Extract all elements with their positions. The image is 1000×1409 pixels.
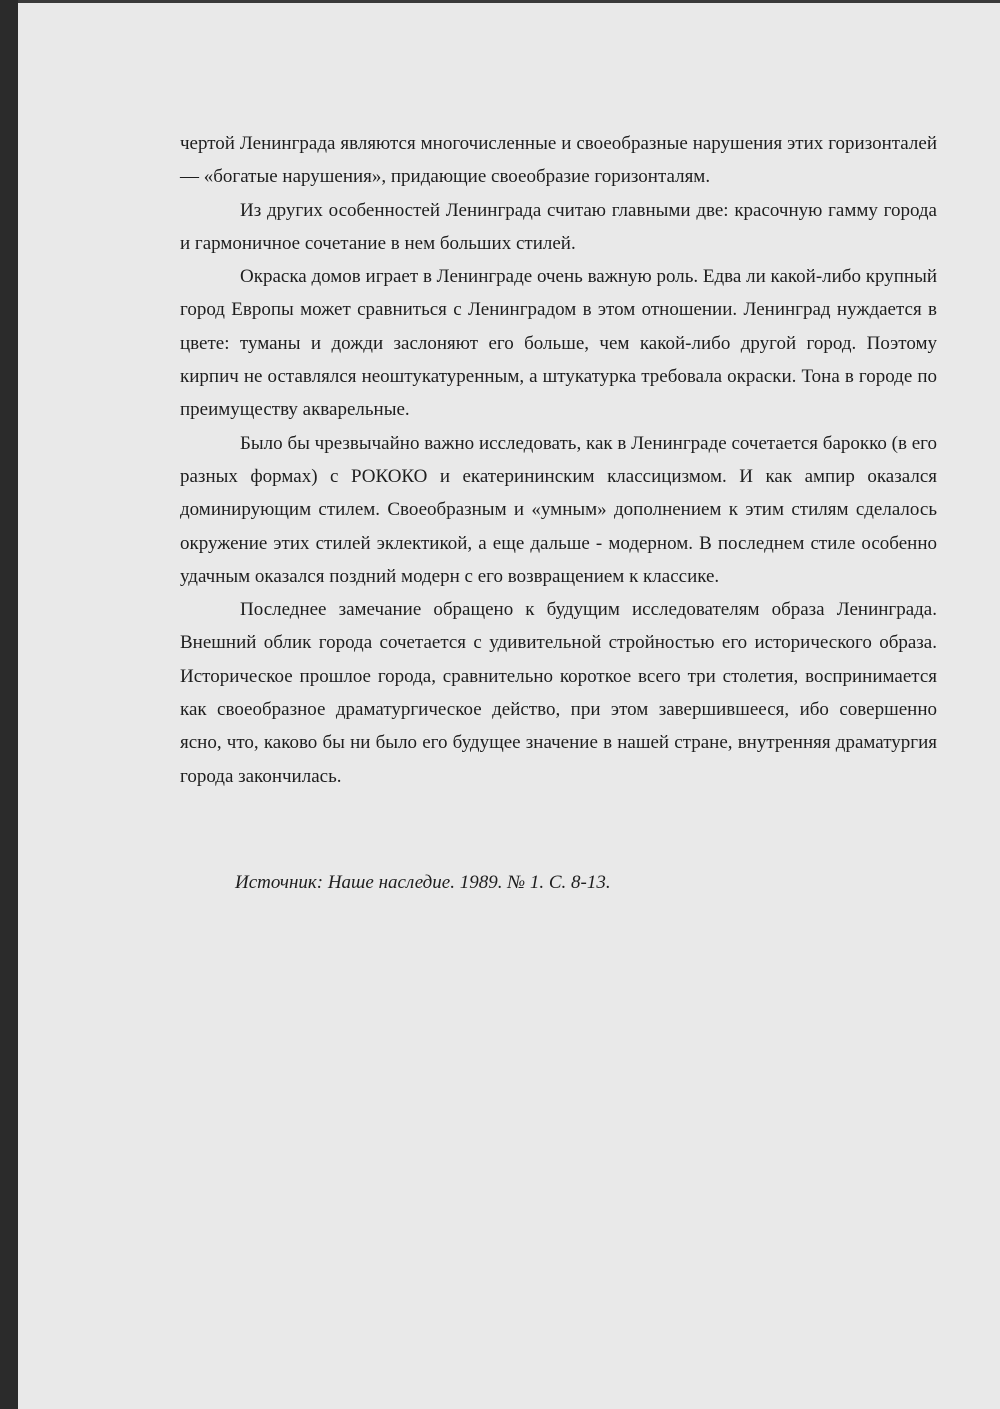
scan-left-edge (0, 0, 18, 1409)
paragraph-coloring: Окраска домов играет в Ленинграде очень важную роль. Едва ли какой-либо крупный город Европы может сравниться с Ленинградом в этом отношении. Ленинград нуждается в цвете: туманы и дожди заслоняют его больше, чем какой-либо другой город. Поэтому кирпич не оставлялся неоштукатуренным, а штукатурка требовала окраски. Тона в городе по преимуществу акварельные. (180, 266, 937, 421)
paragraph-features: Из других особенностей Ленинграда считаю главными две: красочную гамму города и гармоничное сочетание в нем больших стилей. (180, 199, 937, 254)
body-text (180, 127, 937, 793)
paragraph-conclusion: Последнее замечание обращено к будущим исследователям образа Ленинграда. Внешний облик города сочетается с удивительной стройностью его исторического образа. Историческое прошлое города, сравнительно короткое всего три столетия, воспринимается как своеобразное драматургическое действо, при этом завершившееся, ибо совершенно ясно, что, каково бы ни было его будущее значение в нашей стране, внутренняя драматургия города закончилась. (180, 599, 937, 787)
paragraph-continuation: чертой Ленинграда являются многочисленные и своеобразные нарушения этих горизонталей — «богатые нарушения», придающие своеобразие горизонталям. (180, 133, 937, 188)
source-citation: Источник: Наше наследие. 1989. № 1. С. 8-13. (235, 872, 611, 893)
paragraph-styles: Было бы чрезвычайно важно исследовать, как в Ленинграде сочетается барокко (в его разных формах) с РОКОКО и екатерининским классицизмом. И как ампир оказался доминирующим стилем. Своеобразным и «умным» дополнением к этим стилям сделалось окружение этих стилей эклектикой, а еще дальше - модерном. В последнем стиле особенно удачным оказался поздний модерн с его возвращением к классике. (180, 432, 937, 587)
